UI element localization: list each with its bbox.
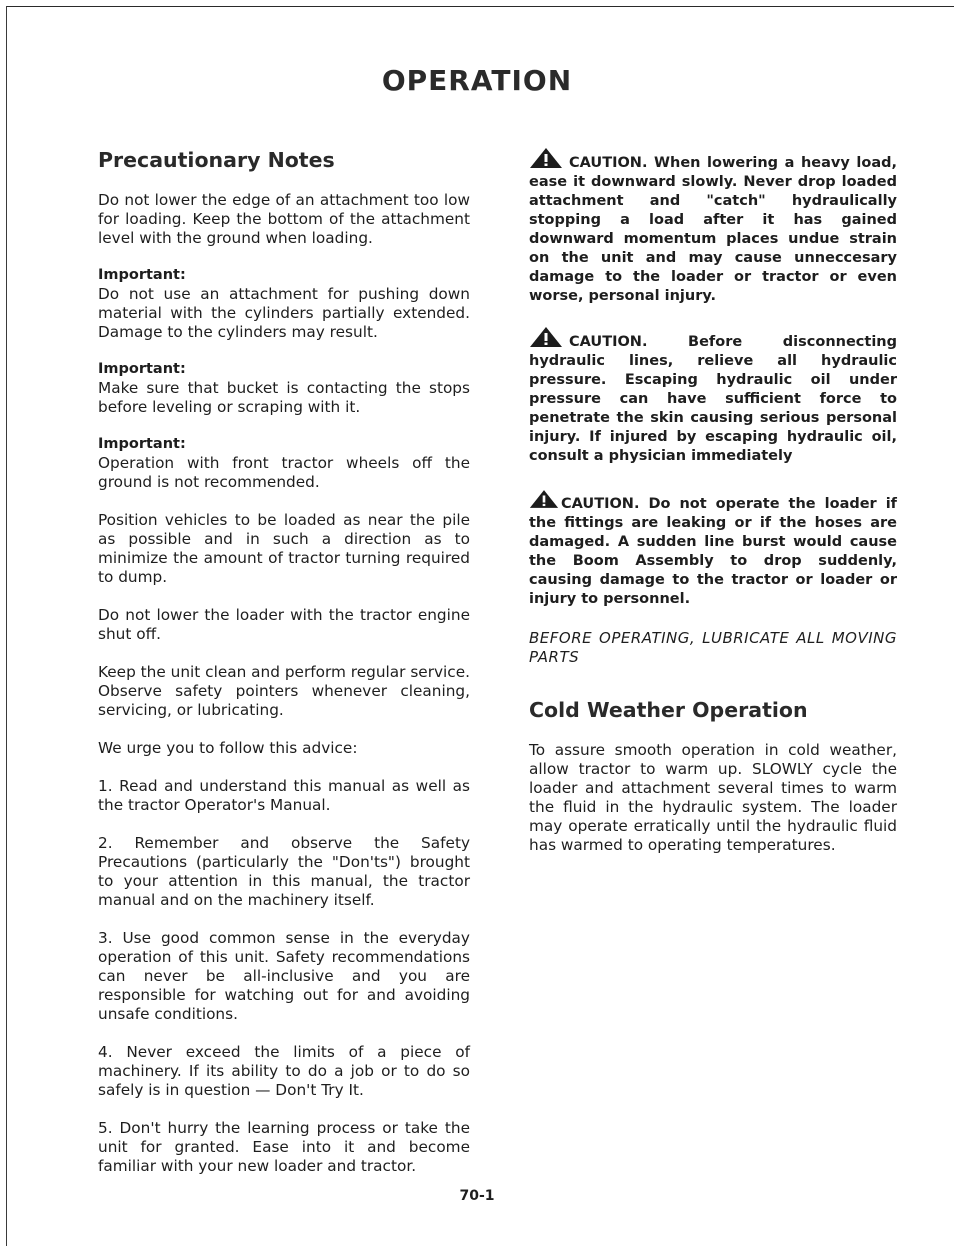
page-border-left xyxy=(6,6,7,1246)
warning-triangle-icon xyxy=(529,326,569,346)
important-text-3: Operation with front tractor wheels off the ground is not recommended. xyxy=(98,454,470,491)
important-text-1: Do not use an attachment for pushing down material with the cylinders partially extended. Damage to the cylinders may result. xyxy=(98,285,470,341)
caution-block-3 xyxy=(529,488,897,609)
clean-paragraph: Keep the unit clean and perform regular service. Observe safety pointers whenever cleaning, servicing, or lubricating. xyxy=(98,663,470,719)
caution-text-3: CAUTION. Do not operate the loader if the fittings are leaking or if the hoses are damaged. A sudden line burst would cause the Boom Assembly to drop suddenly, causing damage to the tractor or loader or injury to personnel. xyxy=(529,496,897,607)
left-column xyxy=(98,147,470,1176)
cold-weather-heading: Cold Weather Operation xyxy=(529,698,808,722)
caution-text-1: CAUTION. When lowering a heavy load, ease it downward slowly. Never drop loaded attachment and "catch" hydraulically stopping a load after it has gained downward momentum places undue strain on the unit and may cause unneccesary damage to the loader or tractor or even worse, personal injury. xyxy=(529,155,897,304)
advice-item-3: 3. Use good common sense in the everyday operation of this unit. Safety recommendations can never be all-inclusive and you are responsible for watching out for and avoiding unsafe conditions. xyxy=(98,929,470,1023)
warning-triangle-icon xyxy=(529,147,569,167)
page-number: 70-1 xyxy=(459,1188,495,1204)
lubricate-note: BEFORE OPERATING, LUBRICATE ALL MOVING PARTS xyxy=(529,629,897,666)
important-label-2: Important: xyxy=(98,361,186,377)
page-border-top xyxy=(6,6,954,7)
caution-block-2 xyxy=(529,326,897,466)
right-column xyxy=(529,147,897,855)
engine-paragraph: Do not lower the loader with the tractor engine shut off. xyxy=(98,606,470,643)
advice-item-1: 1. Read and understand this manual as well as the tractor Operator's Manual. xyxy=(98,777,470,814)
intro-paragraph: Do not lower the edge of an attachment too low for loading. Keep the bottom of the attachment level with the ground when loading. xyxy=(98,191,470,247)
important-label-3: Important: xyxy=(98,436,186,452)
advice-item-4: 4. Never exceed the limits of a piece of machinery. If its ability to do a job or to do so safely is in question — Don't Try It. xyxy=(98,1043,470,1099)
important-text-2: Make sure that bucket is contacting the stops before leveling or scraping with it. xyxy=(98,379,470,416)
cold-weather-paragraph: To assure smooth operation in cold weather, allow tractor to warm up. SLOWLY cycle the loader and attachment several times to warm the fluid in the hydraulic system. The loader may operate erratically until the hydraulic fluid has warmed to operating temperatures. xyxy=(529,741,897,854)
advice-item-5: 5. Don't hurry the learning process or take the unit for granted. Ease into it and become familiar with your new loader and tractor. xyxy=(98,1119,470,1175)
caution-text-2: CAUTION. Before disconnecting hydraulic lines, relieve all hydraulic pressure. Escaping hydraulic oil under pressure can have sufficient force to penetrate the skin causing serious personal injury. If injured by escaping hydraulic oil, consult a physician immediately xyxy=(529,334,897,464)
urge-paragraph: We urge you to follow this advice: xyxy=(98,739,358,757)
advice-item-2: 2. Remember and observe the Safety Precautions (particularly the "Don'ts") brought to your attention in this manual, the tractor manual and on the machinery itself. xyxy=(98,834,470,909)
warning-triangle-icon xyxy=(529,488,561,508)
position-paragraph: Position vehicles to be loaded as near the pile as possible and in such a direction as to minimize the amount of tractor turning required to dump. xyxy=(98,511,470,586)
page-title: OPERATION xyxy=(381,64,573,97)
important-label-1: Important: xyxy=(98,267,186,283)
precautionary-notes-heading: Precautionary Notes xyxy=(98,148,335,172)
caution-block-1 xyxy=(529,147,897,306)
